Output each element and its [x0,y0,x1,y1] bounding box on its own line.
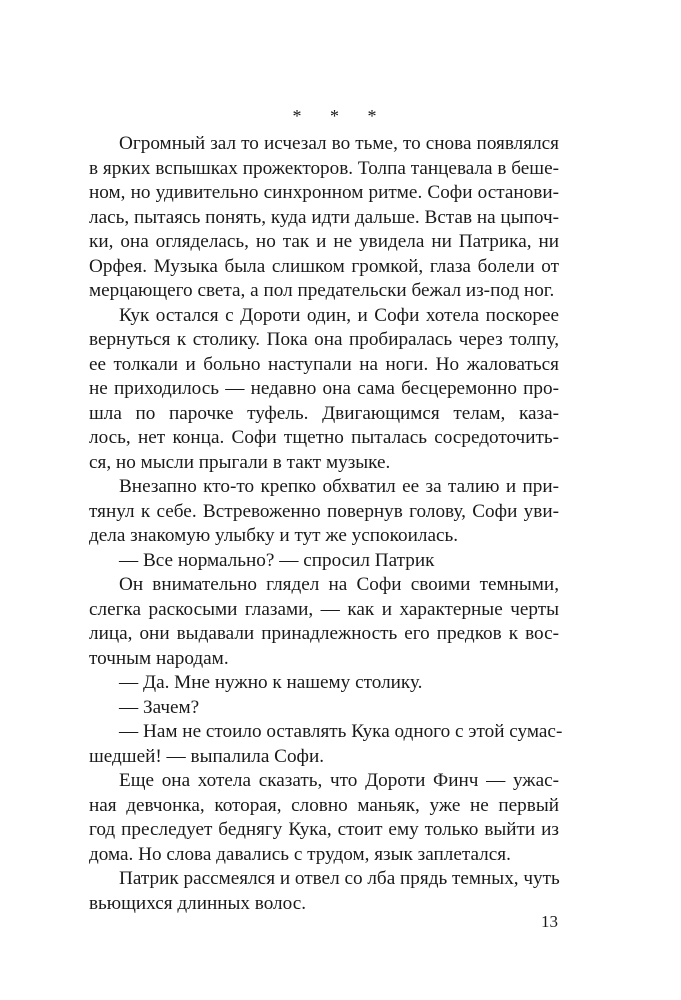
text-line: Орфея. Музыка была слишком громкой, глаза болели от [89,255,559,277]
text-line: в ярких вспышках прожекторов. Толпа танцевала в беше- [89,157,559,179]
body-text [89,132,563,916]
text-line: ном, но удивительно синхронном ритме. Софи останови- [89,182,559,203]
text-line: год преследует беднягу Кука, стоит ему только выйти из [89,819,559,840]
text-line: — Да. Мне нужно к нашему столику. [119,672,423,693]
text-line: Он внимательно глядел на Софи своими темными, [119,574,559,595]
text-line: ная девчонка, которая, словно маньяк, уже не первый [89,794,559,816]
text-line: Еще она хотела сказать, что Дороти Финч — ужас- [119,770,559,791]
text-line: шедшей! — выпалила Софи. [89,745,325,767]
text-line: тянул к себе. Встревоженно повернув голову, Софи уви- [89,500,559,522]
text-line: точным народам. [89,647,229,669]
text-line: не приходилось — недавно она сама бесцеремонно про- [89,378,559,399]
section-separator: * * * [292,106,389,126]
text-line: слегка раскосыми глазами, — как и характерные черты [89,598,559,620]
text-line: — Все нормально? — спросил Патрик [119,549,435,571]
text-line: Огромный зал то исчезал во тьме, то снова появлялся [119,133,559,154]
page-number: 13 [541,912,558,931]
text-line: лица, они выдавали принадлежность его предков к вос- [89,623,559,644]
text-line: дела знакомую улыбку и тут же успокоилась. [89,525,459,546]
text-line: — Нам не стоило оставлять Кука одного с этой сумас- [119,721,563,742]
text-line: лась, пытаясь понять, куда идти дальше. Встав на цыпоч- [89,206,559,228]
text-line: — Зачем? [119,696,200,718]
text-line: ки, она огляделась, но так и не увидела ни Патрика, ни [89,231,559,252]
text-line: вернуться к столику. Пока она пробиралась через толпу, [89,329,559,350]
text-line: ее толкали и больно наступали на ноги. Но жаловаться [89,353,559,375]
text-line: мерцающего света, а пол предательски бежал из-под ног. [89,280,555,301]
text-line: дома. Но слова давались с трудом, язык заплетался. [89,843,511,865]
text-line: ся, но мысли прыгали в такт музыке. [89,451,391,473]
text-line: Патрик рассмеялся и отвел со лба прядь темных, чуть [119,868,560,889]
text-line: Внезапно кто-то крепко обхватил ее за талию и при- [119,476,559,497]
text-line: Кук остался с Дороти один, и Софи хотела поскорее [119,304,559,326]
text-line: лось, нет конца. Софи тщетно пыталась сосредоточить- [89,427,559,448]
text-line: шла по парочке туфель. Двигающимся телам, каза- [89,402,559,424]
text-line: вьющихся длинных волос. [89,892,307,914]
